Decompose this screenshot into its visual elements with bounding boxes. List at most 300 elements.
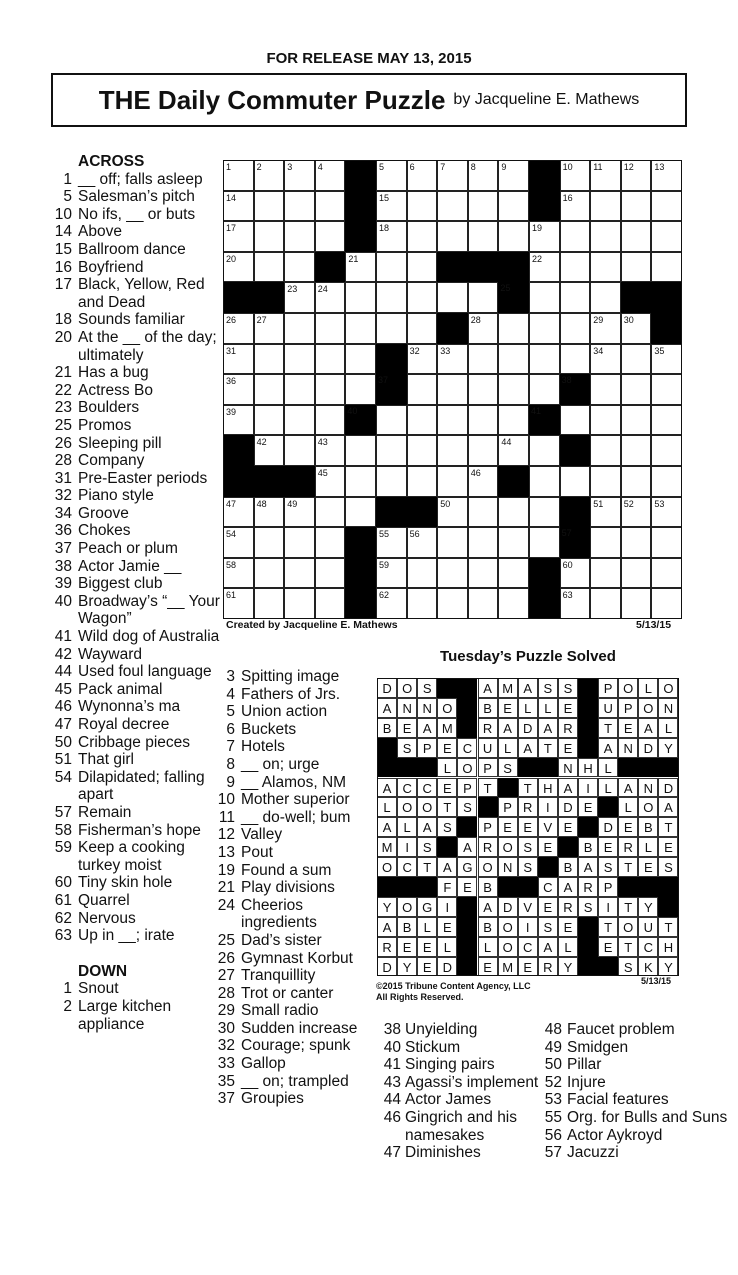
- grid-square[interactable]: [223, 558, 254, 589]
- grid-square[interactable]: [223, 588, 254, 619]
- solution-letter: I: [538, 797, 558, 817]
- grid-square[interactable]: [468, 191, 499, 222]
- clue-text: Dilapidated; falling apart: [78, 768, 205, 804]
- grid-square[interactable]: [590, 160, 621, 191]
- square-number: 45: [317, 468, 328, 478]
- grid-square[interactable]: [407, 405, 438, 436]
- black-square: [223, 466, 254, 497]
- solution-letter: I: [578, 778, 598, 798]
- grid-square[interactable]: [407, 221, 438, 252]
- grid-square[interactable]: [529, 497, 560, 528]
- solution-letter: L: [598, 778, 618, 798]
- grid-square[interactable]: [284, 405, 315, 436]
- clue-text: Mother superior: [241, 791, 350, 809]
- grid-square[interactable]: [284, 191, 315, 222]
- clue-number: 57: [544, 1144, 562, 1162]
- solution-black-square: [518, 877, 538, 897]
- grid-square[interactable]: [315, 466, 346, 497]
- clue-item: [207, 985, 377, 1003]
- clue-item: [50, 769, 220, 804]
- clue-item: [50, 329, 220, 364]
- grid-square[interactable]: [254, 435, 285, 466]
- square-number: 59: [379, 559, 390, 570]
- grid-square[interactable]: [468, 160, 499, 191]
- grid-square[interactable]: [407, 558, 438, 589]
- solution-letter: S: [437, 817, 457, 837]
- grid-square[interactable]: [284, 374, 315, 405]
- solution-letter: N: [498, 857, 518, 877]
- grid-square[interactable]: [529, 221, 560, 252]
- grid-square[interactable]: [223, 252, 254, 283]
- grid-square[interactable]: [560, 160, 591, 191]
- grid-square[interactable]: [376, 282, 407, 313]
- grid-square[interactable]: [254, 344, 285, 375]
- clue-text: Sudden increase: [241, 1019, 358, 1037]
- clue-number: 59: [54, 839, 72, 857]
- grid-square[interactable]: [590, 221, 621, 252]
- grid-square[interactable]: [223, 221, 254, 252]
- solution-black-square: [457, 817, 477, 837]
- grid-square[interactable]: [284, 252, 315, 283]
- black-square: [345, 558, 376, 589]
- grid-square[interactable]: [621, 313, 652, 344]
- black-square: [529, 558, 560, 589]
- solution-letter: L: [538, 698, 558, 718]
- grid-square[interactable]: [621, 221, 652, 252]
- grid-square[interactable]: [376, 466, 407, 497]
- clue-item: [50, 804, 220, 822]
- clue-text: Hotels: [241, 738, 285, 756]
- black-square: [560, 527, 591, 558]
- grid-square[interactable]: [223, 497, 254, 528]
- grid-square[interactable]: [529, 527, 560, 558]
- grid-square[interactable]: [254, 313, 285, 344]
- grid-square[interactable]: [223, 405, 254, 436]
- grid-square[interactable]: [315, 435, 346, 466]
- clue-text: Pre-Easter periods: [78, 469, 208, 487]
- solution-letter: M: [498, 957, 518, 977]
- solution-black-square: [437, 678, 457, 698]
- grid-square[interactable]: [529, 466, 560, 497]
- solution-black-square: [618, 758, 638, 778]
- grid-square[interactable]: [407, 588, 438, 619]
- grid-square[interactable]: [529, 313, 560, 344]
- clue-number: 60: [54, 874, 72, 892]
- grid-square[interactable]: [315, 497, 346, 528]
- solution-letter: E: [618, 718, 638, 738]
- clue-number: 54: [54, 768, 72, 786]
- clue-number: 11: [218, 808, 235, 826]
- grid-square[interactable]: [223, 160, 254, 191]
- grid-square[interactable]: [223, 191, 254, 222]
- solution-letter: L: [377, 797, 397, 817]
- grid-square[interactable]: [437, 527, 468, 558]
- grid-square[interactable]: [468, 466, 499, 497]
- grid-square[interactable]: [498, 435, 529, 466]
- clue-text: Black, Yellow, Red and Dead: [78, 276, 205, 311]
- grid-square[interactable]: [590, 374, 621, 405]
- clue-number: 12: [217, 826, 235, 844]
- grid-square[interactable]: [407, 282, 438, 313]
- solution-letter: O: [478, 857, 498, 877]
- grid-square[interactable]: [376, 405, 407, 436]
- grid-square[interactable]: [223, 374, 254, 405]
- solution-letter: I: [518, 917, 538, 937]
- grid-square[interactable]: [376, 558, 407, 589]
- grid-square[interactable]: [590, 191, 621, 222]
- grid-square[interactable]: [376, 160, 407, 191]
- grid-square[interactable]: [468, 344, 499, 375]
- grid-square[interactable]: [376, 191, 407, 222]
- clue-number: 34: [54, 504, 72, 522]
- grid-square[interactable]: [345, 435, 376, 466]
- grid-square[interactable]: [621, 435, 652, 466]
- grid-square[interactable]: [315, 160, 346, 191]
- grid-square[interactable]: [315, 282, 346, 313]
- clue-number: 38: [54, 557, 72, 575]
- grid-square[interactable]: [437, 466, 468, 497]
- black-square: [498, 282, 529, 313]
- grid-square[interactable]: [560, 405, 591, 436]
- grid-square[interactable]: [651, 435, 682, 466]
- clue-item: [542, 1056, 732, 1074]
- grid-square[interactable]: [437, 191, 468, 222]
- clue-number: 50: [54, 733, 72, 751]
- solution-letter: N: [618, 738, 638, 758]
- grid-square[interactable]: [529, 374, 560, 405]
- black-square: [437, 313, 468, 344]
- grid-square[interactable]: [345, 252, 376, 283]
- solution-letter: S: [498, 758, 518, 778]
- grid-square[interactable]: [651, 160, 682, 191]
- grid-square[interactable]: [284, 558, 315, 589]
- grid-square[interactable]: [498, 221, 529, 252]
- grid-square[interactable]: [254, 160, 285, 191]
- solution-letter: E: [558, 698, 578, 718]
- grid-square[interactable]: [590, 497, 621, 528]
- grid-square[interactable]: [651, 527, 682, 558]
- grid-square[interactable]: [437, 282, 468, 313]
- grid-square[interactable]: [254, 374, 285, 405]
- grid-square[interactable]: [560, 282, 591, 313]
- grid-square[interactable]: [651, 252, 682, 283]
- grid-square[interactable]: [590, 252, 621, 283]
- solution-letter: C: [417, 778, 437, 798]
- clue-text: Wayward: [78, 645, 143, 663]
- grid-square[interactable]: [254, 558, 285, 589]
- clue-item: [50, 470, 220, 488]
- clue-number: 5: [63, 188, 72, 206]
- solution-black-square: [457, 718, 477, 738]
- solution-letter: A: [658, 797, 678, 817]
- grid-square[interactable]: [590, 527, 621, 558]
- solution-letter: S: [558, 678, 578, 698]
- clue-item: [50, 751, 220, 769]
- solution-black-square: [638, 877, 658, 897]
- grid-square[interactable]: [529, 344, 560, 375]
- clue-text: Stickum: [405, 1038, 461, 1056]
- grid-square[interactable]: [437, 374, 468, 405]
- grid-square[interactable]: [529, 435, 560, 466]
- clue-text: Play divisions: [241, 879, 335, 897]
- grid-square[interactable]: [407, 313, 438, 344]
- grid-square[interactable]: [560, 466, 591, 497]
- grid-square[interactable]: [345, 344, 376, 375]
- grid-square[interactable]: [498, 191, 529, 222]
- grid-square[interactable]: [560, 588, 591, 619]
- clue-text: Actor Jamie __: [78, 557, 182, 575]
- grid-square[interactable]: [560, 344, 591, 375]
- solution-letter: O: [417, 797, 437, 817]
- grid-square[interactable]: [621, 252, 652, 283]
- grid-square[interactable]: [560, 313, 591, 344]
- grid-square[interactable]: [651, 344, 682, 375]
- grid-square[interactable]: [468, 313, 499, 344]
- grid-square[interactable]: [284, 435, 315, 466]
- clue-number: 51: [54, 751, 72, 769]
- grid-square[interactable]: [621, 588, 652, 619]
- grid-square[interactable]: [315, 344, 346, 375]
- clue-text: Groove: [78, 504, 129, 522]
- solution-letter: R: [377, 937, 397, 957]
- grid-square[interactable]: [345, 313, 376, 344]
- grid-square[interactable]: [651, 588, 682, 619]
- clue-number: 28: [217, 984, 235, 1002]
- grid-square[interactable]: [407, 344, 438, 375]
- clue-number: 41: [54, 628, 72, 646]
- grid-square[interactable]: [498, 313, 529, 344]
- grid-square[interactable]: [621, 344, 652, 375]
- grid-square[interactable]: [560, 221, 591, 252]
- black-square: [223, 435, 254, 466]
- grid-square[interactable]: [590, 588, 621, 619]
- grid-square[interactable]: [223, 527, 254, 558]
- solution-letter: E: [558, 917, 578, 937]
- grid-square[interactable]: [651, 405, 682, 436]
- clue-item: [50, 593, 220, 628]
- grid-square[interactable]: [468, 374, 499, 405]
- grid-square[interactable]: [284, 313, 315, 344]
- clue-item: [207, 826, 377, 844]
- grid-square[interactable]: [529, 252, 560, 283]
- solution-letter: A: [598, 738, 618, 758]
- grid-square[interactable]: [529, 282, 560, 313]
- grid-square[interactable]: [284, 497, 315, 528]
- grid-square[interactable]: [468, 558, 499, 589]
- grid-square[interactable]: [315, 191, 346, 222]
- square-number: 4: [317, 162, 323, 172]
- grid-square[interactable]: [590, 405, 621, 436]
- clue-text: Chokes: [78, 522, 131, 540]
- solution-letter: O: [638, 698, 658, 718]
- solution-letter: A: [558, 778, 578, 798]
- solution-letter: E: [618, 817, 638, 837]
- solution-letter: S: [518, 837, 538, 857]
- grid-square[interactable]: [284, 221, 315, 252]
- clue-number: 29: [217, 1002, 235, 1020]
- grid-square[interactable]: [590, 558, 621, 589]
- solution-letter: V: [538, 817, 558, 837]
- clue-text: Org. for Bulls and Suns: [567, 1108, 728, 1126]
- grid-square[interactable]: [284, 282, 315, 313]
- grid-square[interactable]: [345, 497, 376, 528]
- grid-square[interactable]: [498, 588, 529, 619]
- grid-square[interactable]: [498, 374, 529, 405]
- grid-square[interactable]: [651, 497, 682, 528]
- grid-square[interactable]: [437, 588, 468, 619]
- solution-title: Tuesday’s Puzzle Solved: [440, 648, 616, 665]
- solution-letter: E: [397, 937, 417, 957]
- square-number: 44: [501, 437, 512, 448]
- grid-square[interactable]: [407, 466, 438, 497]
- solution-black-square: [638, 758, 658, 778]
- grid-square[interactable]: [345, 282, 376, 313]
- grid-square[interactable]: [498, 497, 529, 528]
- solution-black-square: [457, 698, 477, 718]
- clues-column-2: [207, 668, 377, 1108]
- grid-square[interactable]: [651, 558, 682, 589]
- clues-column-4: [542, 1021, 732, 1162]
- grid-square[interactable]: [621, 527, 652, 558]
- grid-square[interactable]: [284, 588, 315, 619]
- clue-number: 8: [226, 755, 235, 773]
- grid-square[interactable]: [651, 221, 682, 252]
- clue-item: [207, 950, 377, 968]
- solution-letter: R: [618, 837, 638, 857]
- grid-square[interactable]: [437, 160, 468, 191]
- grid-square[interactable]: [376, 435, 407, 466]
- grid-square[interactable]: [498, 558, 529, 589]
- grid-square[interactable]: [315, 374, 346, 405]
- clue-text: Above: [78, 223, 122, 241]
- grid-square[interactable]: [376, 252, 407, 283]
- grid-square[interactable]: [468, 435, 499, 466]
- grid-square[interactable]: [590, 435, 621, 466]
- solution-letter: Y: [658, 738, 678, 758]
- solution-letter: H: [538, 778, 558, 798]
- solution-letter: A: [478, 678, 498, 698]
- grid-square[interactable]: [560, 252, 591, 283]
- clue-number: 7: [226, 738, 235, 756]
- grid-square[interactable]: [468, 282, 499, 313]
- grid-square[interactable]: [376, 313, 407, 344]
- grid-square[interactable]: [254, 221, 285, 252]
- grid-square[interactable]: [284, 344, 315, 375]
- clue-number: 44: [54, 663, 72, 681]
- solution-letter: M: [437, 718, 457, 738]
- solution-letter: R: [478, 718, 498, 738]
- grid-square[interactable]: [407, 191, 438, 222]
- clue-number: 50: [544, 1056, 562, 1074]
- grid-square[interactable]: [437, 435, 468, 466]
- solution-letter: C: [638, 937, 658, 957]
- grid-square[interactable]: [468, 405, 499, 436]
- grid-square[interactable]: [254, 252, 285, 283]
- grid-square[interactable]: [223, 344, 254, 375]
- grid-square[interactable]: [590, 344, 621, 375]
- grid-square[interactable]: [560, 558, 591, 589]
- grid-square[interactable]: [621, 160, 652, 191]
- solution-letter: O: [498, 917, 518, 937]
- square-number: 12: [623, 162, 634, 172]
- grid-square[interactable]: [498, 344, 529, 375]
- grid-square[interactable]: [315, 558, 346, 589]
- grid-square[interactable]: [315, 588, 346, 619]
- grid-square[interactable]: [437, 221, 468, 252]
- grid-square[interactable]: [407, 435, 438, 466]
- grid-square[interactable]: [315, 221, 346, 252]
- grid-square[interactable]: [254, 588, 285, 619]
- grid-square[interactable]: [407, 527, 438, 558]
- grid-square[interactable]: [590, 466, 621, 497]
- grid-square[interactable]: [560, 191, 591, 222]
- grid-square[interactable]: [407, 160, 438, 191]
- grid-square[interactable]: [437, 344, 468, 375]
- grid-square[interactable]: [315, 527, 346, 558]
- clues-column-3: [381, 1021, 541, 1162]
- clue-text: Boyfriend: [78, 258, 144, 276]
- grid-square[interactable]: [621, 405, 652, 436]
- grid-square[interactable]: [590, 282, 621, 313]
- solution-black-square: [578, 718, 598, 738]
- grid-square[interactable]: [437, 558, 468, 589]
- copyright-notice: [376, 981, 576, 1003]
- grid-square[interactable]: [315, 405, 346, 436]
- grid-square[interactable]: [468, 221, 499, 252]
- grid-square[interactable]: [254, 405, 285, 436]
- grid-square[interactable]: [345, 466, 376, 497]
- grid-square[interactable]: [376, 221, 407, 252]
- solution-letter: N: [638, 778, 658, 798]
- grid-square[interactable]: [621, 191, 652, 222]
- grid-square[interactable]: [498, 405, 529, 436]
- grid-square[interactable]: [621, 558, 652, 589]
- grid-square[interactable]: [590, 313, 621, 344]
- grid-square[interactable]: [376, 527, 407, 558]
- clue-item: [207, 897, 377, 932]
- grid-square[interactable]: [254, 497, 285, 528]
- grid-square[interactable]: [407, 374, 438, 405]
- grid-square[interactable]: [498, 527, 529, 558]
- solution-letter: L: [437, 937, 457, 957]
- grid-square[interactable]: [468, 588, 499, 619]
- grid-square[interactable]: [498, 160, 529, 191]
- grid-square[interactable]: [468, 527, 499, 558]
- black-square: [560, 435, 591, 466]
- grid-square[interactable]: [621, 466, 652, 497]
- solution-letter: E: [498, 698, 518, 718]
- grid-square[interactable]: [651, 466, 682, 497]
- grid-square[interactable]: [651, 191, 682, 222]
- grid-square[interactable]: [345, 374, 376, 405]
- grid-square[interactable]: [254, 527, 285, 558]
- black-square: [223, 282, 254, 313]
- grid-square[interactable]: [223, 313, 254, 344]
- grid-square[interactable]: [468, 497, 499, 528]
- grid-square[interactable]: [651, 374, 682, 405]
- grid-square[interactable]: [407, 252, 438, 283]
- grid-square[interactable]: [284, 160, 315, 191]
- grid-square[interactable]: [621, 497, 652, 528]
- grid-square[interactable]: [437, 405, 468, 436]
- grid-square[interactable]: [437, 497, 468, 528]
- clue-item: [381, 1074, 541, 1092]
- grid-square[interactable]: [376, 588, 407, 619]
- grid-square[interactable]: [621, 374, 652, 405]
- grid-square[interactable]: [254, 191, 285, 222]
- grid-square[interactable]: [284, 527, 315, 558]
- grid-square[interactable]: [315, 313, 346, 344]
